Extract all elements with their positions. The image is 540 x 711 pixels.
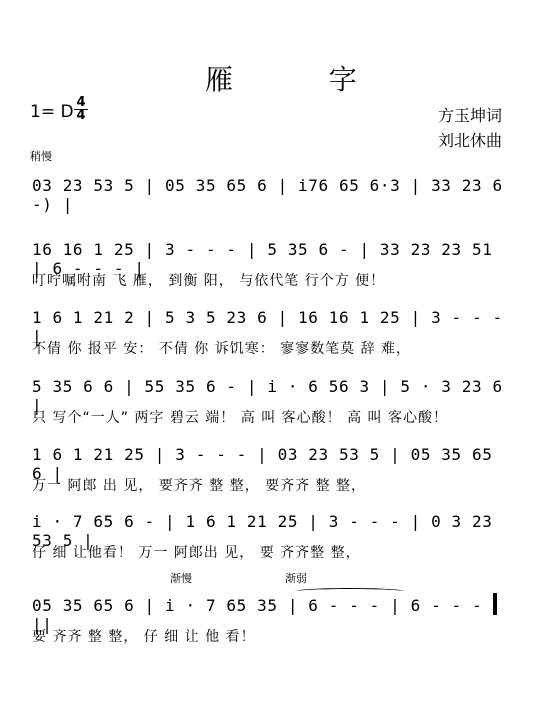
- notation-line-1: 03 23 53 5 | 05 35 65 6 | i76 65 6·3 | 33 23 6 -) |: [32, 176, 503, 214]
- notation-line-7: 05 35 65 6 | i · 7 65 35 | 6 - - - | 6 - - - ||: [32, 596, 483, 634]
- final-barline: [493, 593, 497, 615]
- song-title: 雁 字: [205, 63, 383, 96]
- ritardando-mark: 渐慢: [170, 572, 192, 585]
- notation-line-3: 1 6 1 21 2 | 5 3 5 23 6 | 16 16 1 25 | 3 - - - |: [32, 308, 503, 346]
- lyrics-line-4: 只 写个“一人” 两字 碧云 端！ 高 叫 客心酸！ 高 叫 客心酸！: [32, 410, 449, 426]
- score-line-2: [32, 240, 512, 296]
- lyrics-line-6: 仔 细 让他看！ 万一 阿郎出 见， 要 齐齐整 整，: [32, 545, 361, 561]
- score-line-6: [32, 512, 512, 568]
- time-signature-bottom: 4: [74, 109, 88, 122]
- score-line-3: [32, 308, 512, 364]
- diminuendo-mark: 渐弱: [285, 572, 307, 585]
- score-line-7: [32, 596, 512, 652]
- lyrics-line-5: 万一 阿郎 出 见， 要齐齐 整 整， 要齐齐 整 整，: [32, 478, 367, 494]
- notation-line-4: 5 35 6 6 | 55 35 6 - | i · 6 56 3 | 5 · 3 23 6 |: [32, 377, 503, 415]
- notation-line-5: 1 6 1 21 25 | 3 - - - | 03 23 53 5 | 05 35 65 6 |: [32, 445, 493, 483]
- composer-credit: 刘北休曲: [437, 131, 502, 150]
- lyricist-credit: 方玉坤词: [437, 106, 502, 125]
- lyrics-line-7: 要 齐齐 整 整， 仔 细 让 他 看！: [32, 629, 256, 645]
- tempo-marking: 稍慢: [30, 150, 52, 163]
- time-signature: [74, 97, 88, 122]
- notation-line-2: 16 16 1 25 | 3 - - - | 5 35 6 - | 33 23 23 51 | 6 - - - |: [32, 240, 493, 278]
- lyrics-line-3: 不倩 你 报平 安： 不倩 你 诉饥寒： 寥寥数笔莫 辞 难，: [32, 341, 412, 357]
- notation-line-6: i · 7 65 6 - | 1 6 1 21 25 | 3 - - - | 0 3 23 53 5 |: [32, 512, 493, 550]
- score-line-4: [32, 377, 512, 433]
- lyrics-line-2: 叮咛嘱咐南 飞 雁， 到衡 阳， 与依代笔 行个方 便！: [32, 273, 386, 289]
- time-signature-top: 4: [76, 95, 86, 110]
- tie-arc: [295, 588, 405, 595]
- score-line-1: [32, 176, 512, 232]
- score-line-5: [32, 445, 512, 501]
- key-signature: 1= D: [30, 102, 74, 122]
